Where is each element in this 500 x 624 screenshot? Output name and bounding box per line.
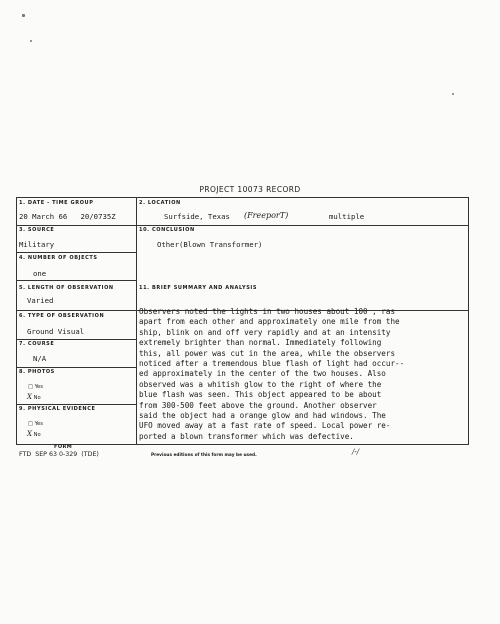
scan-speck xyxy=(30,40,32,42)
summary-line: ed approximately in the center of the two houses. Also xyxy=(139,369,386,379)
type-of-observation-value: Ground Visual xyxy=(27,327,85,336)
conclusion-label: 10. CONCLUSION xyxy=(139,227,195,233)
photos-label: 8. PHOTOS xyxy=(19,369,55,375)
type-of-observation-label: 6. TYPE OF OBSERVATION xyxy=(19,313,105,319)
record-title: PROJECT 10073 RECORD xyxy=(199,185,301,194)
course-label: 7. COURSE xyxy=(19,341,55,347)
date-time-label: 1. DATE - TIME GROUP xyxy=(19,200,94,206)
summary-line: noticed after a tremendous blue flash of light had occur-- xyxy=(139,359,405,369)
form-note: Previous editions of this form may be used. xyxy=(151,453,257,458)
source-label: 3. SOURCE xyxy=(19,227,55,233)
physical-evidence-label: 9. PHYSICAL EVIDENCE xyxy=(19,406,96,412)
evidence-yes-label: Yes xyxy=(34,421,43,427)
number-of-objects-label: 4. NUMBER OF OBJECTS xyxy=(19,255,98,261)
course-value: N/A xyxy=(33,354,47,363)
summary-line: from 300-500 feet above the ground. Another observer xyxy=(139,400,377,410)
row-divider xyxy=(17,280,136,281)
evidence-yes-checkbox: □ Yes xyxy=(28,421,43,427)
row-divider xyxy=(17,367,136,368)
location-handwritten: (FreeporT) xyxy=(244,211,289,220)
photos-yes-label: Yes xyxy=(34,384,43,390)
length-of-observation-label: 5. LENGTH OF OBSERVATION xyxy=(19,285,114,291)
summary-line: observed was a whitish glow to the right of where the xyxy=(139,379,382,389)
photos-yes-checkbox: □ Yes xyxy=(28,384,43,390)
form-word: FORM xyxy=(54,444,73,450)
summary-line: ship, blink on and off very rapidly and at an intensity xyxy=(139,327,391,337)
summary-line: Observers noted the lights in two houses about 100 , ras xyxy=(139,307,396,316)
conclusion-value: Other(Blown Transformer) xyxy=(157,240,263,249)
row-divider xyxy=(17,225,468,226)
scan-speck xyxy=(452,93,454,95)
evidence-no-checkbox: X No xyxy=(27,430,41,438)
location-label: 2. LOCATION xyxy=(139,200,181,206)
photos-no-checkbox: X No xyxy=(27,393,41,401)
number-of-objects-value: one xyxy=(33,269,47,278)
summary-label: 11. BRIEF SUMMARY AND ANALYSIS xyxy=(139,285,258,291)
photos-no-label: No xyxy=(33,395,41,401)
summary-text xyxy=(139,307,439,442)
summary-line: apart from each other and approximately one mile from the xyxy=(139,317,400,327)
row-divider xyxy=(17,339,136,340)
row-divider xyxy=(17,252,136,253)
evidence-no-label: No xyxy=(33,432,41,438)
location-extra: multiple xyxy=(329,212,365,221)
summary-line: blue flash was seen. This object appeared to be about xyxy=(139,390,382,400)
form-id: FTD SEP 63 0-329 (TDE) xyxy=(19,451,99,458)
summary-line: extremely brighter than normal. Immediately following xyxy=(139,338,382,348)
summary-line: this, all power was cut in the area, while the observers xyxy=(139,348,396,358)
summary-line: said the object had a orange glow and had windows. The xyxy=(139,411,386,421)
location-value: Surfside, Texas xyxy=(164,212,230,221)
row-divider xyxy=(17,404,136,405)
date-time-value: 20 March 66 20/0735Z xyxy=(19,212,116,221)
summary-line: UFO moved away at a fast rate of speed. Local power re- xyxy=(139,421,391,431)
source-value: Military xyxy=(19,240,55,249)
summary-line: ported a blown transformer which was defective. xyxy=(139,431,354,441)
length-of-observation-value: Varied xyxy=(27,296,54,305)
scan-speck xyxy=(22,14,25,17)
page-mark: /-/ xyxy=(352,448,360,456)
column-divider xyxy=(136,198,137,444)
